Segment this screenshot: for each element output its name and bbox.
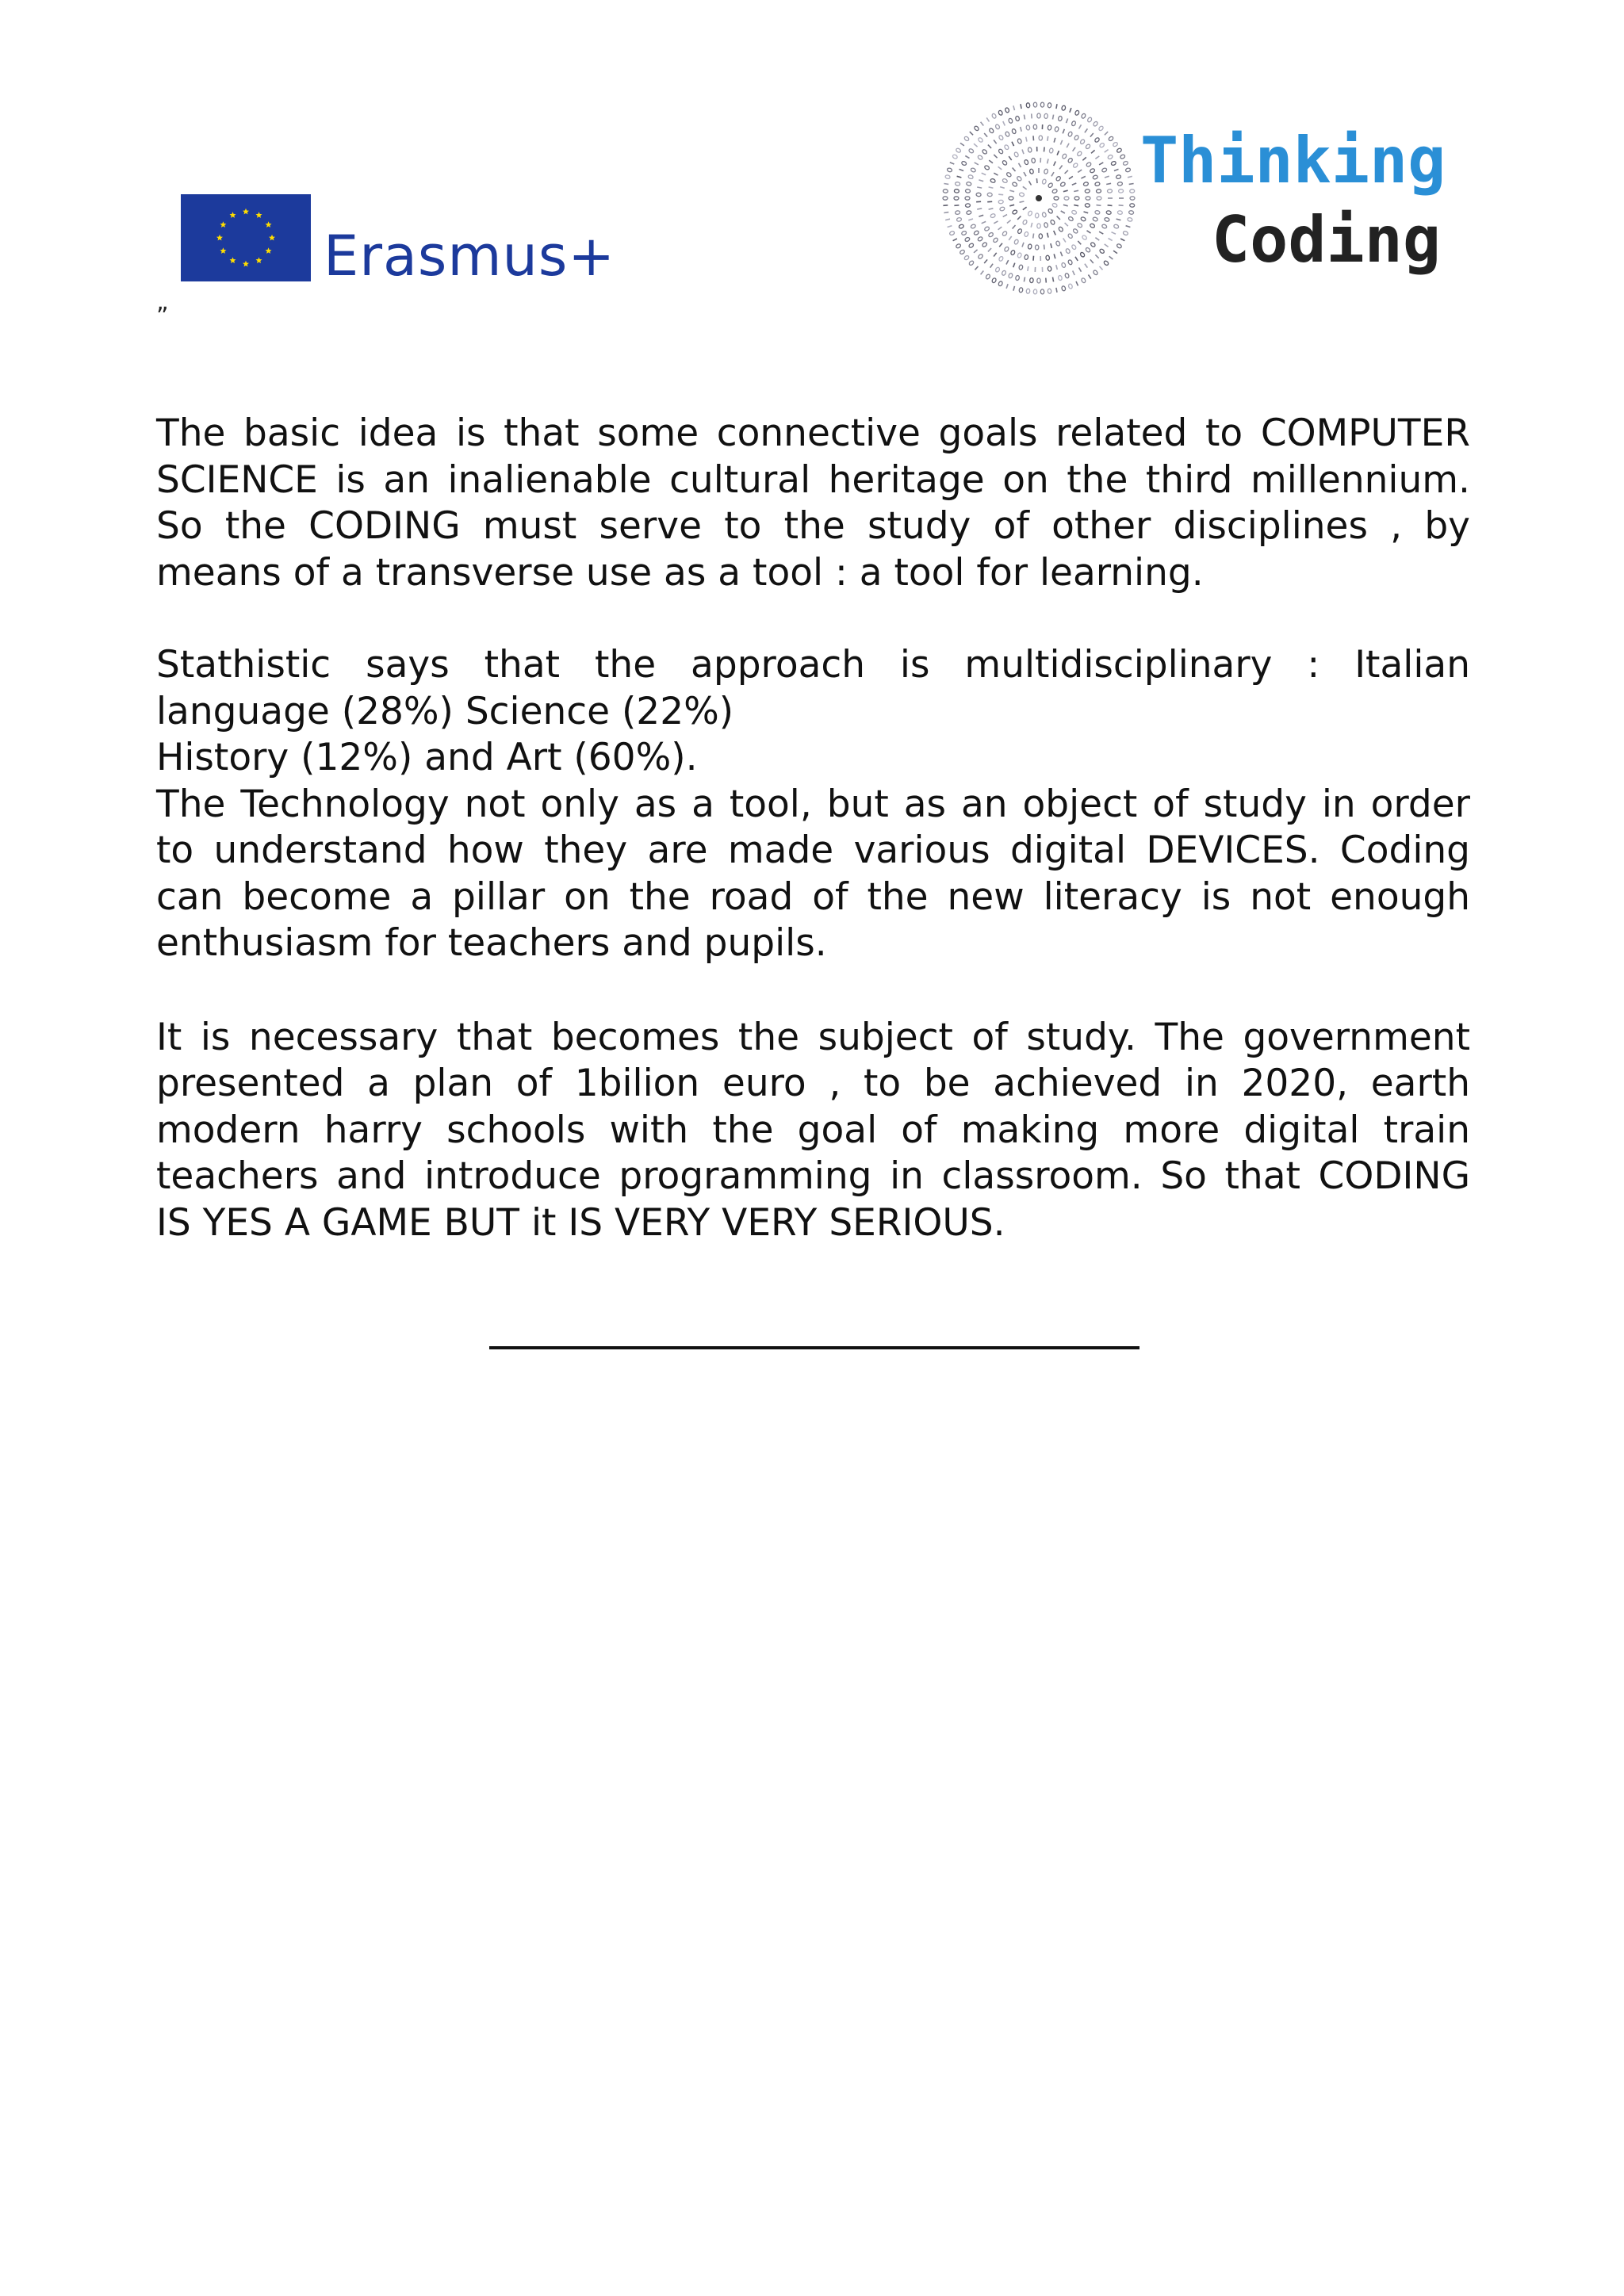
thinking-wordmark: Thinking <box>1140 124 1446 197</box>
text-line: teachers and introduce programming in classroom. So that CODING <box>156 1154 1470 1198</box>
coding-wordmark: Coding <box>1212 203 1441 277</box>
text-line: modern harry schools with the goal of making more digital train <box>156 1108 1470 1152</box>
binary-digit-mark <box>1044 147 1045 151</box>
binary-digit-mark <box>1129 184 1134 185</box>
text-line: to understand how they are made various digital DEVICES. Coding <box>156 828 1470 872</box>
binary-digit-mark <box>1036 178 1037 183</box>
stray-quote-mark: ” <box>156 303 169 331</box>
binary-digit-mark <box>1024 115 1025 120</box>
thinking-coding-logo <box>936 95 1446 317</box>
binary-digit-mark <box>1097 205 1101 206</box>
binary-digit-mark <box>943 205 948 206</box>
binary-digit-mark <box>1056 288 1057 293</box>
binary-digit-mark <box>1119 205 1124 206</box>
text-line: Stathistic says that the approach is multidisciplinary : Italian <box>156 643 1470 687</box>
binary-disc-icon <box>936 95 1142 301</box>
text-line: The Technology not only as a tool, but as an object of study in order <box>156 782 1470 826</box>
binary-digit-mark <box>998 194 1003 195</box>
page-header <box>0 0 1624 333</box>
binary-digit-mark <box>954 205 959 206</box>
binary-digit-mark <box>1053 115 1054 120</box>
text-line: History (12%) and Art (60%). <box>156 736 698 779</box>
eu-flag-icon <box>181 194 311 281</box>
text-line: can become a pillar on the road of the new literacy is not enough <box>156 874 1470 919</box>
binary-digit-mark <box>1056 104 1057 109</box>
binary-digit-mark <box>1033 136 1034 140</box>
disc-center-dot <box>1036 195 1042 201</box>
text-line: The basic idea is that some connective goals related to COMPUTER <box>156 411 1470 455</box>
text-line: enthusiasm for teachers and pupils. <box>156 921 827 965</box>
binary-digit-mark <box>977 187 982 188</box>
binary-digit-mark <box>1108 205 1113 206</box>
horizontal-rule <box>489 1346 1139 1349</box>
binary-digit-mark <box>1033 256 1034 261</box>
binary-digit-mark <box>1046 278 1047 283</box>
binary-digit-mark <box>1053 277 1054 282</box>
paragraph-intro <box>156 411 1470 596</box>
binary-digit-mark <box>1033 234 1034 239</box>
text-line: It is necessary that becomes the subject of study. The government <box>156 1015 1470 1059</box>
text-line: So the CODING must serve to the study of other disciplines , by <box>156 504 1470 548</box>
text-line: SCIENCE is an inalienable cultural heritage on the third millennium. <box>156 457 1470 502</box>
binary-digit-mark <box>944 184 948 185</box>
text-line: IS YES A GAME BUT it IS VERY VERY SERIOUS. <box>156 1200 1005 1245</box>
document-body <box>156 411 1470 1246</box>
erasmus-plus-logo <box>181 194 616 289</box>
paragraph-statistics <box>156 642 1470 967</box>
paragraph-government <box>156 1015 1470 1247</box>
text-line: means of a transverse use as a tool : a tool for learning. <box>156 550 1204 595</box>
binary-digit-mark <box>944 212 948 213</box>
binary-digit-mark <box>1024 277 1025 282</box>
text-line: language (28%) Science (22%) <box>156 689 734 733</box>
erasmus-wordmark: Erasmus+ <box>324 224 616 289</box>
binary-digit-mark <box>1044 245 1045 250</box>
text-line: presented a plan of 1bilion euro , to be achieved in 2020, earth <box>156 1062 1470 1105</box>
